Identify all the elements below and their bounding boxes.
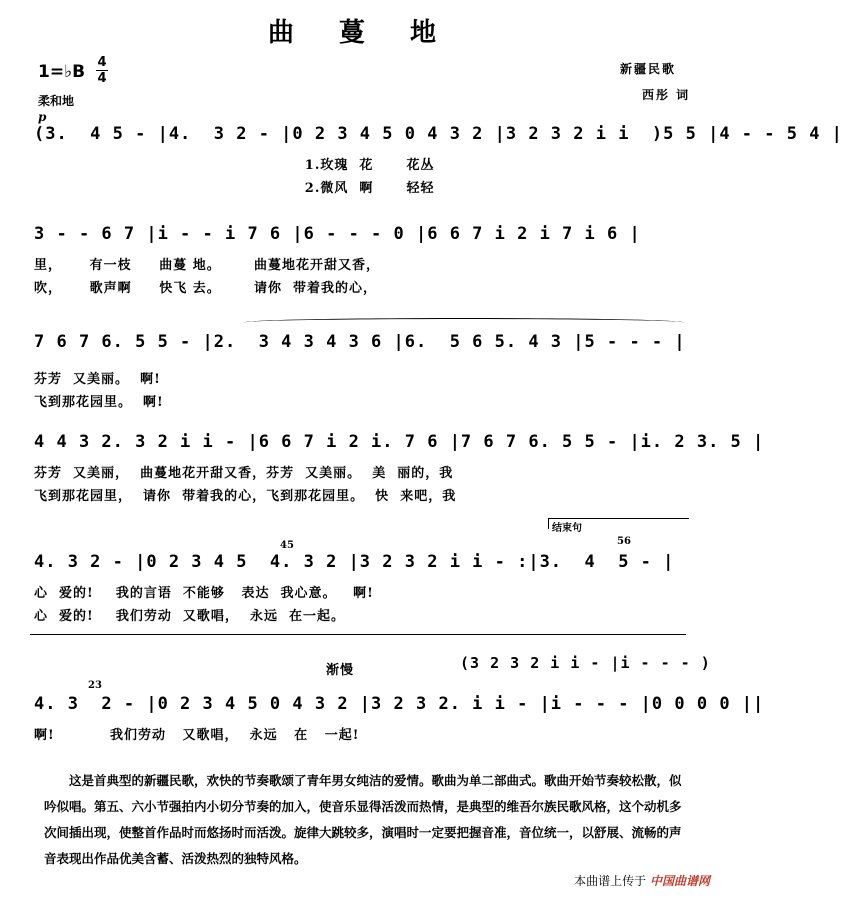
lyrics-line-4-verse-2: 飞到那花园里， 请你 带着我的心，飞到那花园里。 快 来吧，我 [34, 489, 457, 504]
lyrics-line-1-verse-1: 1.玫瑰 花 花丛 [34, 158, 435, 173]
song-title: 曲 蔓 地 [267, 18, 455, 48]
lyricist: 西彤 词 [642, 88, 691, 102]
song-description: 这是首典型的新疆民歌，欢快的节奏歌颂了青年男女纯洁的爱情。歌曲为单二部曲式。歌曲开始节奏较松散，似吟似唱。第五、六小节强拍内小切分节奏的加入，使音乐显得活泼而热情，是典型的维吾尔族民歌风格，这个动机多次间插出现，使整首作品时而悠扬时而活泼。旋律大跳较多，演唱时一定要把握音准，音位统一，以舒展、流畅的声音表现出作品优美含蓄、活泼热烈的独特风格。 [44, 773, 682, 866]
score-line-1: (3. 4 5 - |4. 3 2 - |0 2 3 4 5 0 4 3 2 |3 2 3 2 i i )5 5 |4 - - 5 4 | [34, 124, 843, 144]
upload-text: 本曲谱上传于 [574, 874, 647, 888]
lyrics-line-4-verse-1: 芬芳 又美丽， 曲蔓地花开甜又香，芬芳 又美丽。 美 丽的，我 [34, 466, 454, 481]
meter-top: 4 [97, 55, 107, 70]
key-signature: 1=♭B [38, 62, 86, 82]
lyrics-line-2-verse-1: 里， 有一枝 曲蔓 地。 曲蔓地花开甜又香， [34, 258, 380, 273]
score-line-4: 4 4 3 2. 3 2 i i - |6 6 7 i 2 i. 7 6 |7 6 7 6. 5 5 - |i. 2 3. 5 | [34, 432, 765, 452]
lyrics-line-5-verse-2: 心 爱的! 我们劳动 又歌唱， 永远 在一起。 [34, 609, 346, 624]
score-line-3: 7 6 7 6. 5 5 - |2. 3 4 3 4 3 6 |6. 5 6 5. 4 3 |5 - - - | [34, 332, 686, 352]
lyrics-line-5-verse-1: 心 爱的! 我的言语 不能够 表达 我心意。 啊! [34, 586, 374, 601]
lyrics-line-1-verse-2: 2.微风 啊 轻轻 [34, 181, 435, 196]
tempo-ritardando: 渐慢 [326, 663, 355, 678]
tempo-marking: 柔和地 [38, 94, 75, 108]
alternate-ending-notes: (3 2 3 2 i i - |i - - - ) [460, 654, 711, 672]
ending-label: 结束句 [552, 523, 582, 534]
time-signature [96, 56, 108, 85]
score-line-5: 4. 3 2 - |0 2 3 4 5 4. 3 2 |3 2 3 2 i i - :|3. 4 5 - | [34, 552, 675, 572]
song-origin: 新疆民歌 [620, 62, 677, 76]
phrase-slur [244, 318, 684, 327]
footer [574, 872, 710, 889]
site-brand-link[interactable]: 中国曲谱网 [649, 874, 710, 888]
grace-note-2: 56 [617, 536, 631, 547]
lyrics-line-6: 啊! 我们劳动 又歌唱， 永远 在 一起! [34, 728, 360, 743]
lyrics-line-3-verse-2: 飞到那花园里。 啊! [34, 395, 164, 410]
score-line-6: 4. 3 2 - |0 2 3 4 5 0 4 3 2 |3 2 3 2. i i - |i - - - |0 0 0 0 || [34, 694, 765, 714]
grace-note-3: 23 [88, 680, 102, 691]
score-line-2: 3 - - 6 7 |i - - i 7 6 |6 - - - 0 |6 6 7 i 2 i 7 i 6 | [34, 224, 641, 244]
grace-note-1: 45 [280, 540, 294, 551]
meter-bottom: 4 [97, 71, 107, 86]
dynamic-marking: p [38, 110, 47, 124]
lyrics-line-3-verse-1: 芬芳 又美丽。 啊! [34, 372, 161, 387]
system-divider [30, 634, 686, 635]
lyrics-line-2-verse-2: 吹， 歌声啊 快飞 去。 请你 带着我的心， [34, 281, 377, 296]
